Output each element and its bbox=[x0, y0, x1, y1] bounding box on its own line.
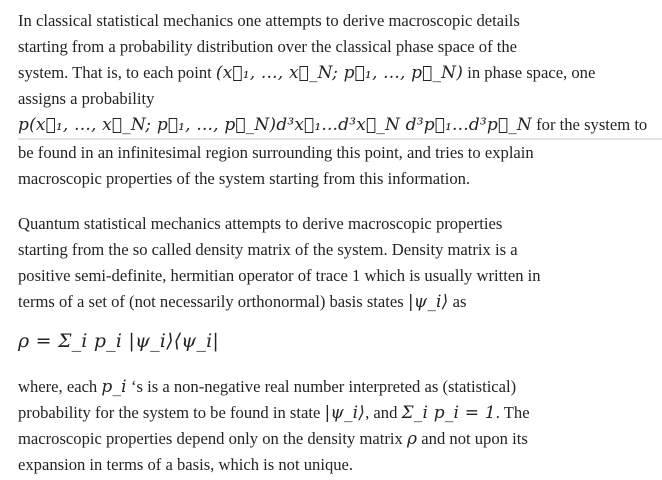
text-line: be found in an infinitesimal region surrounding this point, and tries to explain bbox=[18, 143, 534, 162]
text-line bbox=[18, 426, 622, 452]
text-line: In classical statistical mechanics one attempts to derive macroscopic details bbox=[18, 11, 520, 30]
text-segment: as bbox=[452, 292, 467, 311]
text-line bbox=[18, 289, 622, 315]
probability-coefficient-math: p_i bbox=[101, 377, 127, 397]
text-line bbox=[18, 400, 622, 426]
text-segment: , and bbox=[365, 403, 398, 422]
text-segment: . The bbox=[495, 403, 530, 422]
density-matrix-equation: ρ = Σ_i p_i |ψ_i⟩⟨ψ_i| bbox=[18, 330, 219, 352]
text-segment: terms of a set of (not necessarily orthonormal) basis states bbox=[18, 292, 404, 311]
text-segment: macroscopic properties depend only on the density matrix bbox=[18, 429, 403, 448]
text-segment: for the system to bbox=[536, 115, 648, 134]
scrollable-math-line[interactable] bbox=[18, 112, 662, 140]
text-line: macroscopic properties of the system starting from this information. bbox=[18, 169, 471, 188]
rho-math: ρ bbox=[406, 429, 418, 449]
paragraph-quantum bbox=[18, 211, 622, 315]
probability-density-math: p(x⃗₁, ..., x⃗_N; p⃗₁, ..., p⃗_N)d³x⃗₁...d³x⃗_N d³p⃗₁...d³p⃗_N bbox=[18, 115, 532, 135]
phase-space-point-math: (x⃗₁, ..., x⃗_N; p⃗₁, ..., p⃗_N) bbox=[215, 63, 464, 83]
text-line: starting from a probability distribution over the classical phase space of the bbox=[18, 37, 518, 56]
text-segment: where, each bbox=[18, 377, 98, 396]
paragraph-classical bbox=[18, 8, 648, 192]
text-segment: ‘s is a non-negative real number interpreted as (statistical) bbox=[130, 377, 517, 396]
text-line: positive semi-definite, hermitian operator of trace 1 which is usually written in bbox=[18, 266, 541, 285]
text-line: assigns a probability bbox=[18, 89, 155, 108]
text-line: expansion in terms of a basis, which is not unique. bbox=[18, 455, 354, 474]
text-segment: in phase space, one bbox=[467, 63, 596, 82]
normalization-math: Σ_i p_i = 1 bbox=[401, 403, 496, 423]
text-segment: and not upon its bbox=[421, 429, 528, 448]
text-segment: probability for the system to be found in state bbox=[18, 403, 321, 422]
text-line: Quantum statistical mechanics attempts to derive macroscopic properties bbox=[18, 214, 503, 233]
basis-state-math: |ψ_i⟩ bbox=[407, 292, 449, 312]
basis-state-math: |ψ_i⟩ bbox=[324, 403, 366, 423]
text-line bbox=[18, 60, 622, 86]
text-segment: system. That is, to each point bbox=[18, 63, 212, 82]
paragraph-interpretation bbox=[18, 374, 622, 478]
text-line: starting from the so called density matrix of the system. Density matrix is a bbox=[18, 240, 518, 259]
text-line bbox=[18, 374, 622, 400]
